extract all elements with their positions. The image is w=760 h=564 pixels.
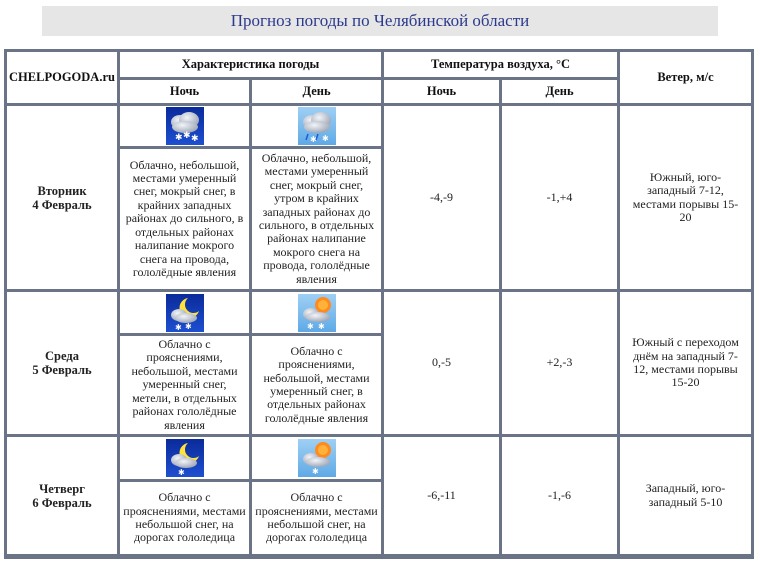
svg-text:✱: ✱ — [184, 321, 192, 331]
forecast-table — [4, 49, 754, 559]
date: 4 Февраль — [32, 197, 92, 212]
day-label — [7, 106, 117, 289]
night-description: Облачно, небольшой, местами умеренный снег, мокрый снег, в крайних западных районах до сильного, в отдельных районах налипание мокрого снега на провода, гололёдные явления — [120, 149, 249, 289]
svg-text:✱: ✱ — [190, 134, 199, 144]
night-description: Облачно с прояснениями, небольшой, местами умеренный снег, метели, в отдельных районах гололёдные явления — [120, 336, 249, 434]
sun-cloud-snow-icon — [298, 294, 336, 332]
day-description: Облачно с прояснениями, небольшой, местами умеренный снег, в отдельных районах гололёдные явления — [252, 336, 381, 434]
night-weather-icon-cell — [120, 106, 249, 146]
wind-value: Западный, юго-западный 5-10 — [620, 437, 751, 554]
sun-cloud-snow-icon — [298, 439, 336, 477]
temp-day-value: +2,-3 — [502, 292, 617, 434]
svg-text:✱: ✱ — [317, 321, 325, 331]
day-weather-icon-cell — [252, 292, 381, 333]
svg-text:✱: ✱ — [311, 467, 319, 476]
night-description: Облачно с прояснениями, местами небольшой снег, на дорогах гололедица — [120, 482, 249, 554]
temp-night-header: Ночь — [384, 80, 499, 103]
day-label — [7, 292, 117, 434]
temperature-header: Температура воздуха, °C — [384, 52, 617, 77]
night-weather-icon-cell — [120, 292, 249, 333]
wind-value: Южный, юго-западный 7-12, местами порывы 15-20 — [620, 106, 751, 289]
svg-text:✱: ✱ — [177, 468, 185, 477]
day-description: Облачно с прояснениями, местами небольшой снег, на дорогах гололедица — [252, 482, 381, 554]
site-name: CHELPOGODA.ru — [7, 52, 117, 103]
svg-text:✱: ✱ — [309, 135, 317, 144]
day-weather-icon-cell — [252, 437, 381, 479]
temp-night-value: -6,-11 — [384, 437, 499, 554]
page-title: Прогноз погоды по Челябинской области — [42, 6, 718, 36]
cloud-snow-night-icon — [166, 107, 204, 145]
moon-cloud-snow-icon — [166, 439, 204, 477]
date: 6 Февраль — [32, 495, 92, 510]
svg-text:✱: ✱ — [182, 131, 191, 141]
temp-night-value: -4,-9 — [384, 106, 499, 289]
night-weather-icon-cell — [120, 437, 249, 479]
weather-header: Характеристика погоды — [120, 52, 381, 77]
wind-header: Ветер, м/с — [620, 52, 751, 103]
day-weather-icon-cell — [252, 106, 381, 146]
cloud-rain-snow-day-icon — [298, 107, 336, 145]
weekday: Среда — [45, 349, 79, 363]
svg-text:✱: ✱ — [306, 321, 314, 331]
svg-text:✱: ✱ — [174, 133, 183, 143]
weather-night-header: Ночь — [120, 80, 249, 103]
day-description: Облачно, небольшой, местами умеренный снег, мокрый снег, утром в крайних западных районах до сильного, в отдельных районах налипание мокрого снега на провода, гололёдные явления — [252, 149, 381, 289]
temp-day-value: -1,-6 — [502, 437, 617, 554]
weather-day-header: День — [252, 80, 381, 103]
temp-night-value: 0,-5 — [384, 292, 499, 434]
svg-text:✱: ✱ — [321, 134, 329, 143]
date: 5 Февраль — [32, 363, 92, 377]
moon-cloud-snow-icon — [166, 294, 204, 332]
temp-day-header: День — [502, 80, 617, 103]
weekday: Четверг — [39, 481, 85, 496]
temp-day-value: -1,+4 — [502, 106, 617, 289]
weekday: Вторник — [37, 183, 87, 198]
wind-value: Южный с переходом днём на западный 7-12, местами порывы 15-20 — [620, 292, 751, 434]
svg-text:✱: ✱ — [174, 322, 182, 332]
day-label — [7, 437, 117, 554]
